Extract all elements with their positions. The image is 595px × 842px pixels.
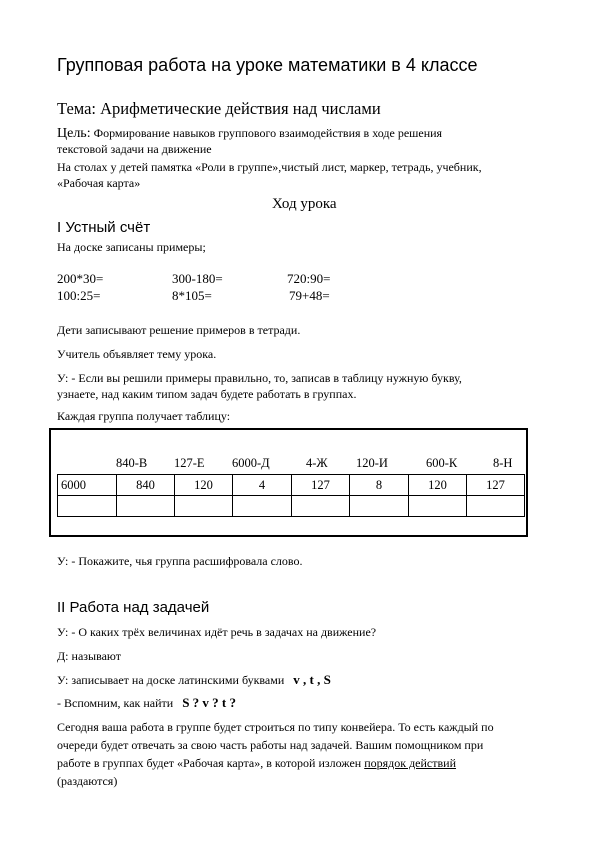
table-header-3: 6000-Д xyxy=(232,456,270,470)
section2-title: II Работа над задачей xyxy=(57,599,210,616)
table-cell[interactable] xyxy=(175,496,233,517)
table-cell: 120 xyxy=(409,475,467,496)
example-5: 8*105= xyxy=(172,288,212,303)
table-cell: 127 xyxy=(292,475,350,496)
table-header-4: 4-Ж xyxy=(306,456,328,470)
table-cell[interactable] xyxy=(233,496,292,517)
table-row xyxy=(58,475,525,496)
section1-p3-line2: узнаете, над каким типом задач будете работать в группах. xyxy=(57,387,357,401)
table-cell: 6000 xyxy=(58,475,117,496)
section1-p4: Каждая группа получает таблицу: xyxy=(57,409,231,423)
table-cell: 840 xyxy=(117,475,175,496)
example-2: 300-180= xyxy=(172,271,223,286)
recall-letters: S ? v ? t ? xyxy=(182,695,237,710)
topic-label: Тема: xyxy=(57,99,97,118)
goal-text-1: Формирование навыков группового взаимодействия в ходе решения xyxy=(90,126,443,140)
table-header-1: 840-В xyxy=(116,456,148,470)
lesson-heading: Ход урока xyxy=(272,196,337,212)
example-3: 720:90= xyxy=(287,271,331,286)
section2-para-line2: очереди будет отвечать за свою часть работы над задачей. Вашим помощником при xyxy=(57,738,484,752)
section1-intro: На доске записаны примеры; xyxy=(57,240,206,254)
table-cell[interactable] xyxy=(467,496,525,517)
section2-a1: Д: называют xyxy=(57,649,121,663)
order-of-actions-text: порядок действий xyxy=(364,756,457,770)
board-text: У: записывает на доске латинскими буквами xyxy=(57,673,285,687)
table-cell: 127 xyxy=(467,475,525,496)
example-4: 100:25= xyxy=(57,288,101,303)
table-cell: 120 xyxy=(175,475,233,496)
section1-p1: Дети записывают решение примеров в тетради. xyxy=(57,323,301,337)
table-cell: 8 xyxy=(350,475,409,496)
section2-para-line3 xyxy=(57,756,456,771)
section2-para-line4: (раздаются) xyxy=(57,774,118,788)
table-cell[interactable] xyxy=(117,496,175,517)
recall-text: - Вспомним, как найти xyxy=(57,696,174,710)
table-row xyxy=(58,496,525,517)
after-table-text: У: - Покажите, чья группа расшифровала слово. xyxy=(57,554,303,568)
table-header-7: 8-Н xyxy=(493,456,513,470)
section1-p2: Учитель объявляет тему урока. xyxy=(57,347,217,361)
table-cell[interactable] xyxy=(350,496,409,517)
topic-line xyxy=(57,99,381,119)
para-line3-text: работе в группах будет «Рабочая карта», в которой изложен xyxy=(57,756,365,770)
table-header-2: 127-Е xyxy=(174,456,205,470)
table-cell: 4 xyxy=(233,475,292,496)
desk-line-1: На столах у детей памятка «Роли в группе»,чистый лист, маркер, тетрадь, учебник, xyxy=(57,160,482,174)
section1-title: I Устный счёт xyxy=(57,219,151,236)
table-cell[interactable] xyxy=(409,496,467,517)
section2-recall xyxy=(57,695,236,711)
desk-line-2: «Рабочая карта» xyxy=(57,176,141,190)
section2-q1: У: - О каких трёх величинах идёт речь в задачах на движение? xyxy=(57,625,377,639)
goal-label: Цель: xyxy=(57,126,91,141)
page-title: Групповая работа на уроке математики в 4 классе xyxy=(57,55,478,75)
table-header-5: 120-И xyxy=(356,456,388,470)
cipher-table xyxy=(57,474,525,517)
section1-p3-line1: У: - Если вы решили примеры правильно, то, записав в таблицу нужную букву, xyxy=(57,371,462,385)
section2-board xyxy=(57,672,331,688)
table-cell[interactable] xyxy=(292,496,350,517)
example-6: 79+48= xyxy=(289,288,330,303)
goal-line xyxy=(57,124,442,142)
table-header-6: 600-К xyxy=(426,456,458,470)
table-cell[interactable] xyxy=(58,496,117,517)
board-letters: v , t , S xyxy=(293,672,331,687)
topic-text: Арифметические действия над числами xyxy=(96,99,381,118)
goal-text-2: текстовой задачи на движение xyxy=(57,142,212,156)
section2-para-line1: Сегодня ваша работа в группе будет строиться по типу конвейера. То есть каждый по xyxy=(57,720,494,734)
example-1: 200*30= xyxy=(57,271,104,286)
